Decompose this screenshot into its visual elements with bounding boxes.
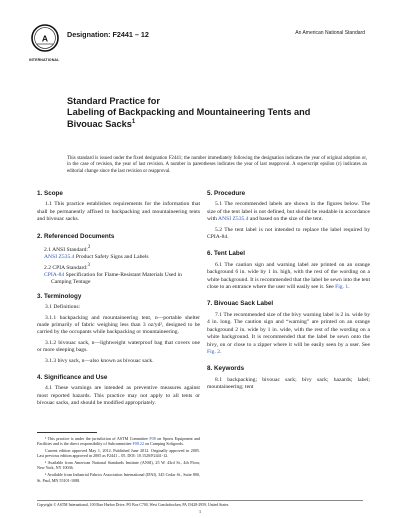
footnote-1: ¹ This practice is under the jurisdiction of ASTM Committee F08 on Sports Equipment and Facilities and is the direct responsibility of Subcommittee F08.22 on Camping Softgoods. xyxy=(37,436,200,447)
footnote-divider xyxy=(37,432,97,433)
section-scope-heading: 1. Scope xyxy=(37,190,63,197)
section-terminology-heading: 3. Terminology xyxy=(37,292,82,300)
scope-paragraph: 1.1 This practice establishes requirements for the information that shall be permanently affixed to backpacking and mountaineering tents and bivouac sacks. xyxy=(37,201,200,223)
title-line-3: Bivouac Sacks$^1$ xyxy=(67,119,136,130)
ref-ansi-heading: 2.1 ANSI Standard:$^2$ xyxy=(44,245,91,253)
procedure-paragraph-1: 5.1 The recommended labels are shown in the figures below. The size of the tent label is not defined, but should be readable in accordance with ANSI Z535.4 and based on the size of the tent. xyxy=(207,201,370,223)
title-footnote-mark: 1 xyxy=(131,119,136,126)
left-column xyxy=(37,190,200,411)
subcommittee-f08-22-link[interactable]: F08.22 xyxy=(132,441,145,447)
ref-cpia-heading: 2.2 CPIA Standard:$^3$ xyxy=(44,262,90,271)
definition-bivouac-sack: 3.1.2 bivouac sack, n—lightweight waterproof bag that covers one or more sleeping bags. xyxy=(37,339,200,354)
copyright-notice: Copyright © ASTM International, 100 Barr Harbor Drive, PO Box C700, West Conshohocken, PA 19428-2959, United States. xyxy=(37,503,230,507)
section-tent-label-heading: 6. Tent Label xyxy=(207,250,246,258)
figure-1-link[interactable]: Fig. 1 xyxy=(335,284,349,291)
keywords-paragraph: 8.1 backpacking; bivouac sack; bivy sack; hazards; label; mountaineering; tent xyxy=(207,376,370,391)
section-significance-heading: 4. Significance and Use xyxy=(37,374,108,382)
footer-divider xyxy=(37,500,363,501)
document-title xyxy=(67,96,367,130)
ansi-z535-link[interactable]: ANSI Z535.4 xyxy=(44,254,75,261)
right-column xyxy=(207,190,370,395)
standard-issuance-note: This standard is issued under the fixed designation F2441; the number immediately following the designation indicates the year of original adoption or, in the case of revision, the year of last revision. A number in parentheses indicates the year of last reapproval. A superscript epsilon (ε) indicates an editorial change since the last revision or reapproval. xyxy=(67,156,367,174)
figure-2-link[interactable]: Fig. 2 xyxy=(207,348,221,355)
page-number: 1 xyxy=(198,509,202,514)
ref-cpia-84: CPIA-84 Specification for Flame-Resistant Materials Used in Camping Tentage xyxy=(44,271,182,286)
section-referenced-documents-heading: 2. Referenced Documents xyxy=(37,232,115,240)
ref-ansi-z535: ANSI Z535.4 Product Safety Signs and Labels xyxy=(44,254,149,261)
significance-paragraph: 4.1 These warnings are intended as preventive measures against most reported hazards. This practice may not apply to all tents or bivouac sacks, and should be modified appropriately. xyxy=(37,385,200,407)
svg-text:A: A xyxy=(41,33,49,44)
standard-type: An American National Standard xyxy=(295,30,365,36)
astm-logo-icon xyxy=(31,24,59,56)
footnotes xyxy=(37,436,200,484)
title-line-2: Labeling of Backpacking and Mountaineering Tents and xyxy=(67,106,311,117)
committee-f08-link[interactable]: F08 xyxy=(149,436,156,441)
terminology-definitions: 3.1 Definitions: xyxy=(45,304,81,311)
definition-bivy-sack: 3.1.3 bivy sack, n—also known as bivouac sack. xyxy=(45,357,154,364)
footnote-2: ² Available from American National Standards Institute (ANSI), 25 W. 43rd St., 4th Floor, New York, NY 10036. xyxy=(37,460,200,471)
section-bivouac-label-heading: 7. Bivouac Sack Label xyxy=(207,300,274,308)
procedure-paragraph-2: 5.2 The tent label is not intended to replace the label required by CPIA-84. xyxy=(207,226,370,241)
title-line-1: Standard Practice for xyxy=(67,96,160,106)
definition-tent: 3.1.1 backpacking and mountaineering tent, n—portable shelter made primarily of fabric weighing less than 3 oz/yd², designed to be carried by the occupants while backpacking or mountaineering. xyxy=(37,314,200,336)
bivouac-label-paragraph: 7.1 The recommended size of the bivy warning label is 2 in. wide by 4 in. long. The caution sign and “warning” are printed on an orange background 2 in. wide by 1 in. wide, with the rest of the wording on a white background. It is recommended that the label be sewn onto the bivy, on or close to a zipper where it will be easily seen by a user. See Fig. 2. xyxy=(207,311,370,355)
section-procedure-heading: 5. Procedure xyxy=(207,190,246,197)
cpia-84-link[interactable]: CPIA-84 xyxy=(44,271,65,278)
section-keywords-heading: 8. Keywords xyxy=(207,365,245,373)
logo-wordmark: INTERNATIONAL xyxy=(29,58,60,62)
designation: Designation: F2441 – 12 xyxy=(67,30,149,39)
footnote-3: ³ Available from Industrial Fabrics Association International (IFAI), 345 Cedar St., Suite 800, St. Paul, MN 55101-1088. xyxy=(37,472,200,483)
ansi-z535-inline-link[interactable]: ANSI Z535.4 xyxy=(218,216,249,223)
footnote-1-edition: Current edition approved May 1, 2012. Published June 2012. Originally approved in 2005. Last previous edition approved in 2005 as F2441 – 05. DOI: 10.1520/F2441-12. xyxy=(37,448,200,459)
tent-label-paragraph: 6.1 The caution sign and warning label are printed on an orange background 6 in. wide by 1 in. high, with the rest of the wording on a white background. It is recommended that the label be sewn into the tent close to an entrance where the user will easily see it. See Fig. 1. xyxy=(207,261,370,291)
